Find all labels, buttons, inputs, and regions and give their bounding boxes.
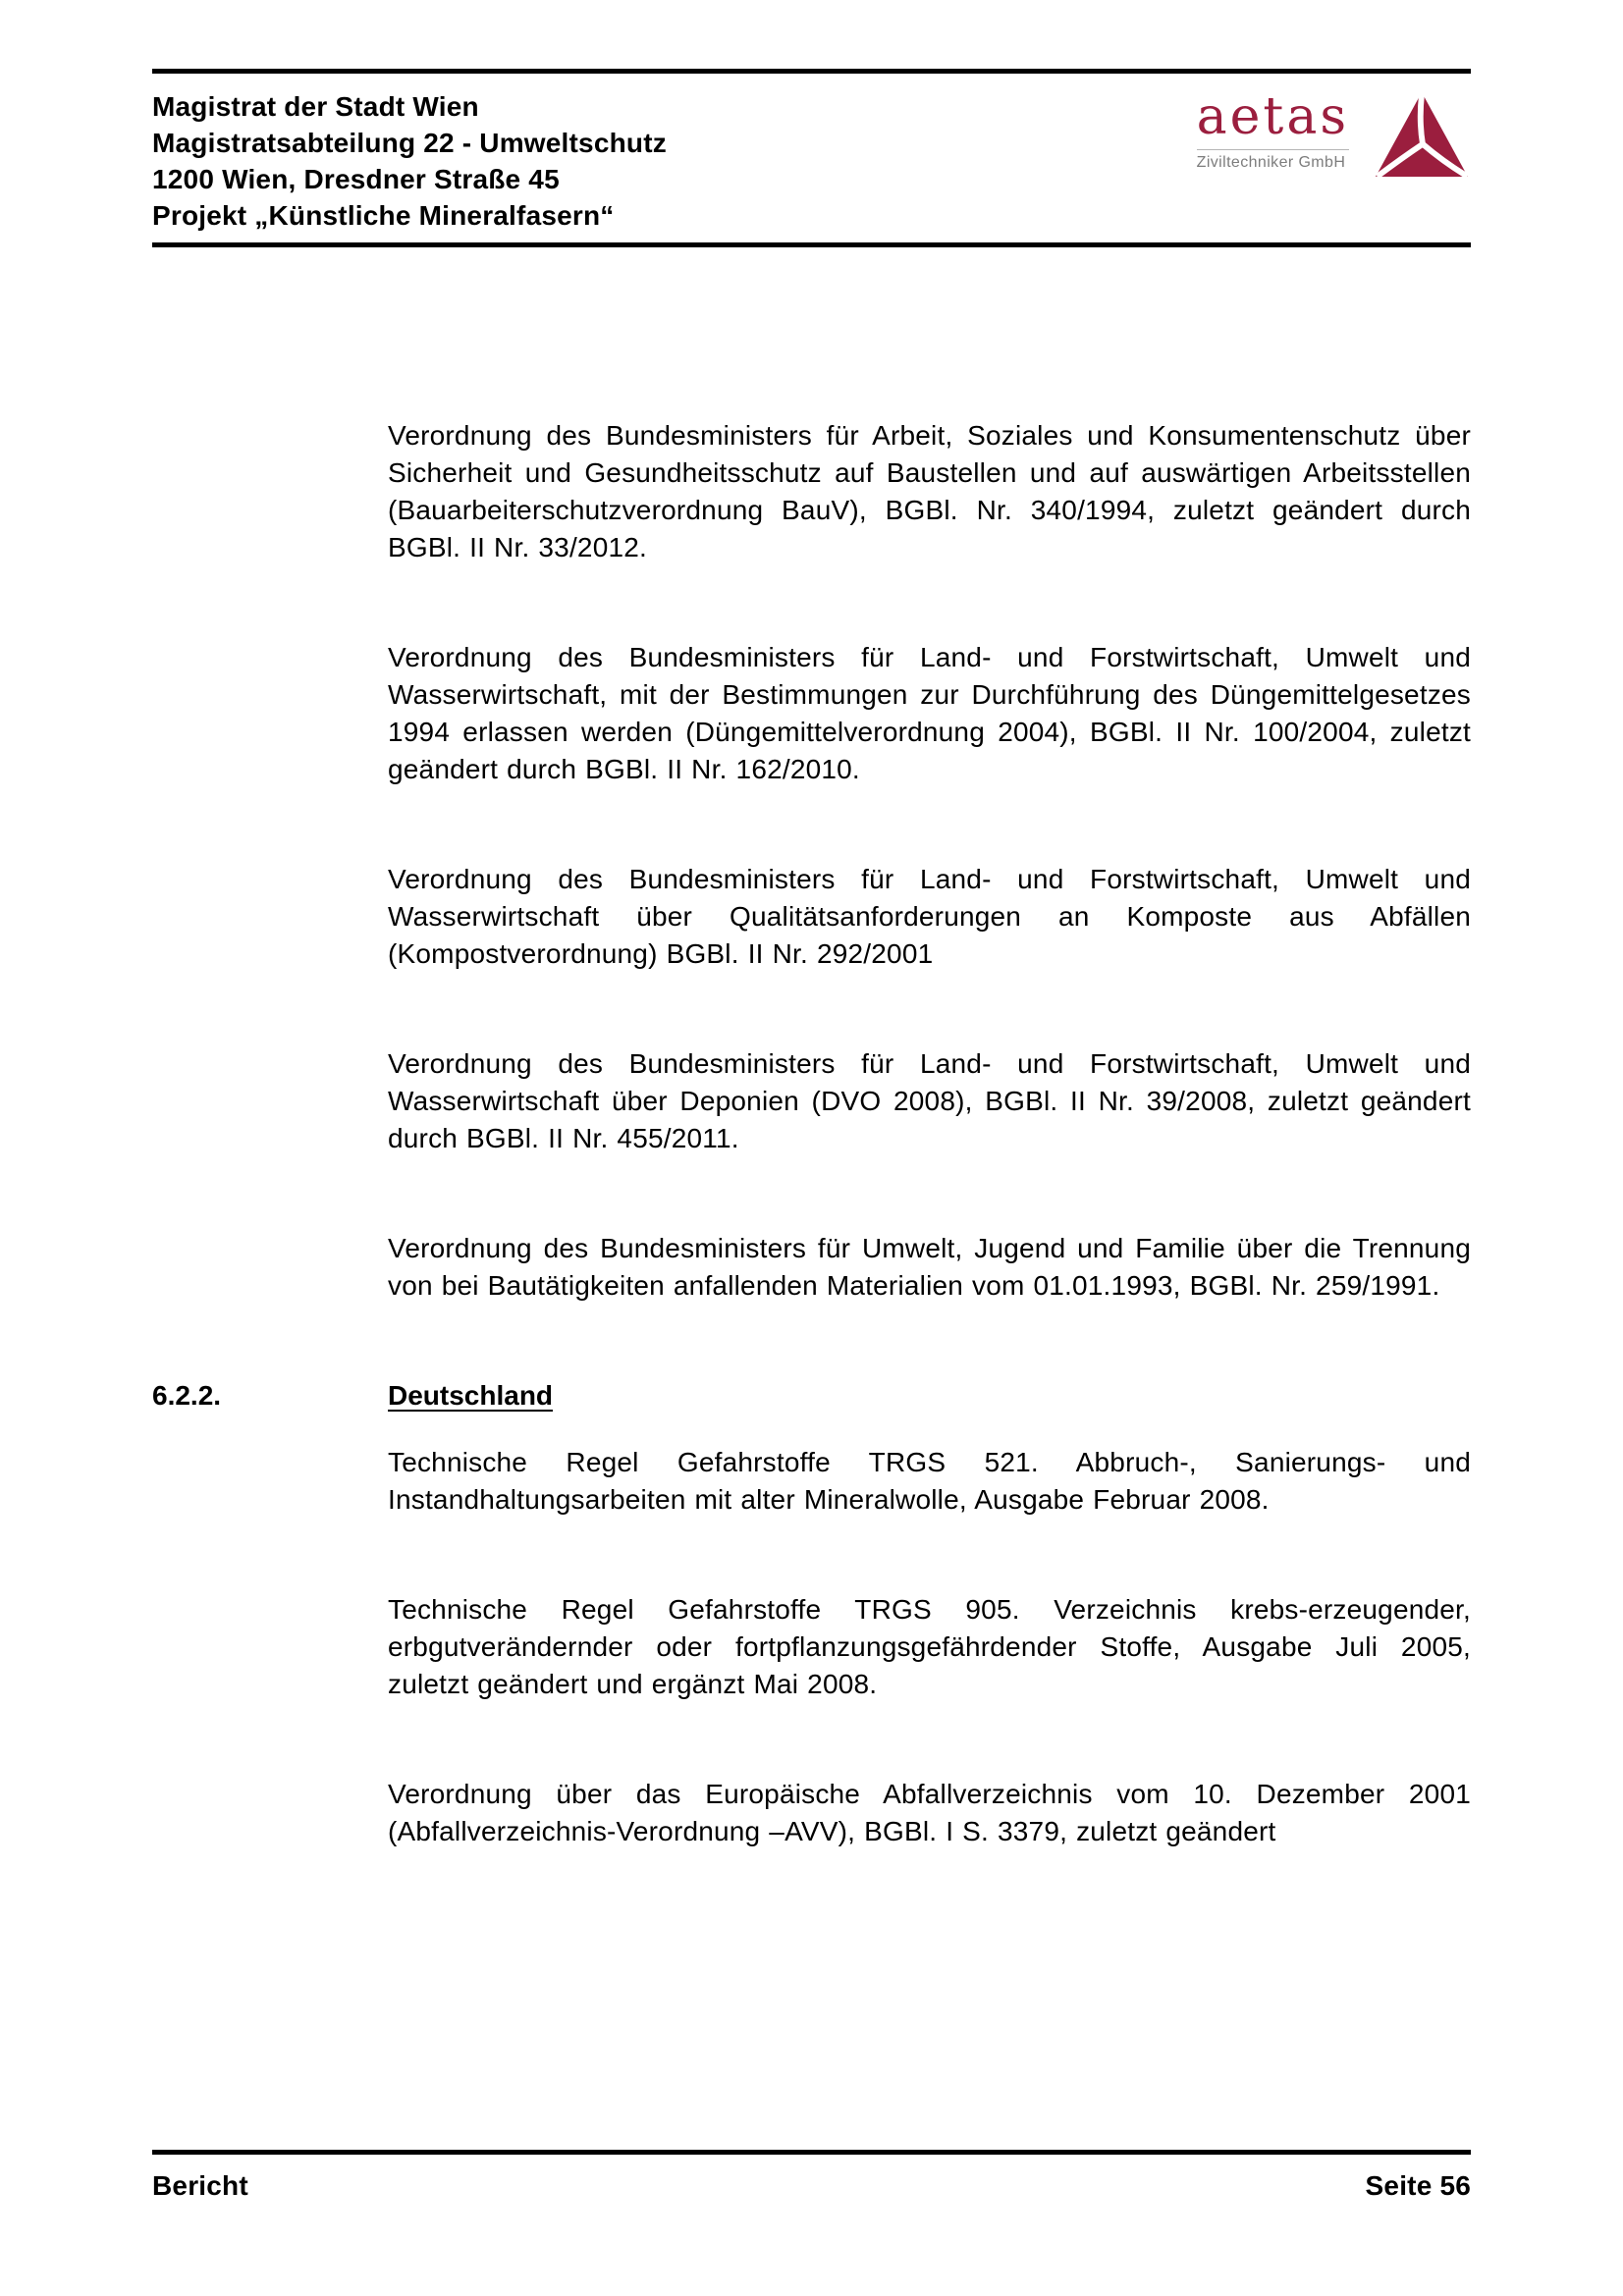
header-line-project: Projekt „Künstliche Mineralfasern“ [152, 200, 615, 231]
paragraph-regulation: Verordnung des Bundesministers für Umwelt, Jugend und Familie über die Trennung von bei Bautätigkeiten anfallenden Materialien vom 01.01.1993, BGBl. Nr. 259/1991. [388, 1233, 1471, 1301]
header-address-block [152, 88, 667, 234]
aetas-triangle-icon [1373, 90, 1471, 179]
page-footer [152, 2150, 1471, 2202]
logo-text-block [1196, 87, 1349, 172]
section-heading [152, 1377, 1471, 1415]
paragraph-regulation: Verordnung des Bundesministers für Land- und Forstwirtschaft, Umwelt und Wasserwirtschaft über Qualitätsanforderungen an Komposte aus Abfällen (Kompostverordnung) BGBl. II Nr. 292/2001 [388, 864, 1471, 969]
footer-document-type: Bericht [152, 2170, 248, 2201]
header-bottom-rule [152, 242, 1471, 247]
paragraph-regulation: Verordnung des Bundesministers für Land- und Forstwirtschaft, Umwelt und Wasserwirtschaft über Deponien (DVO 2008), BGBl. II Nr. 39/2008, zuletzt geändert durch BGBl. II Nr. 455/2011. [388, 1048, 1471, 1153]
paragraph-regulation: Verordnung über das Europäische Abfallverzeichnis vom 10. Dezember 2001 (Abfallverzeichnis-Verordnung –AVV), BGBl. I S. 3379, zuletzt geändert [388, 1779, 1471, 1846]
header-line-organization: Magistrat der Stadt Wien [152, 91, 479, 122]
footer-page-number: Seite 56 [1365, 2170, 1471, 2201]
brand-subtitle: Ziviltechniker GmbH [1197, 149, 1349, 172]
header-line-department: Magistratsabteilung 22 - Umweltschutz [152, 128, 667, 158]
section-number: 6.2.2. [152, 1380, 222, 1411]
paragraph-regulation: Technische Regel Gefahrstoffe TRGS 905. Verzeichnis krebs-erzeugender, erbgutverändernder oder fortpflanzungsgefährdender Stoffe, Ausgabe Juli 2005, zuletzt geändert und ergänzt Mai 2008. [388, 1594, 1471, 1699]
brand-wordmark: aetas [1196, 87, 1349, 146]
company-logo [1196, 87, 1471, 179]
header-line-address: 1200 Wien, Dresdner Straße 45 [152, 164, 560, 194]
document-body [152, 417, 1471, 1923]
paragraph-regulation: Verordnung des Bundesministers für Land- und Forstwirtschaft, Umwelt und Wasserwirtschaft, mit der Bestimmungen zur Durchführung des Düngemittelgesetzes 1994 erlassen werden (Düngemittelverordnung 2004), BGBl. II Nr. 100/2004, zuletzt geändert durch BGBl. II Nr. 162/2010. [388, 642, 1471, 784]
page-header [152, 69, 1471, 247]
paragraph-regulation: Technische Regel Gefahrstoffe TRGS 521. Abbruch-, Sanierungs- und Instandhaltungsarbeiten mit alter Mineralwolle, Ausgabe Februar 2008. [388, 1447, 1471, 1515]
section-title: Deutschland [388, 1380, 554, 1411]
paragraph-regulation: Verordnung des Bundesministers für Arbeit, Soziales und Konsumentenschutz über Sicherheit und Gesundheitsschutz auf Baustellen und auf auswärtigen Arbeitsstellen (Bauarbeiterschutzverordnung BauV), BGBl. Nr. 340/1994, zuletzt geändert durch BGBl. II Nr. 33/2012. [388, 420, 1471, 562]
